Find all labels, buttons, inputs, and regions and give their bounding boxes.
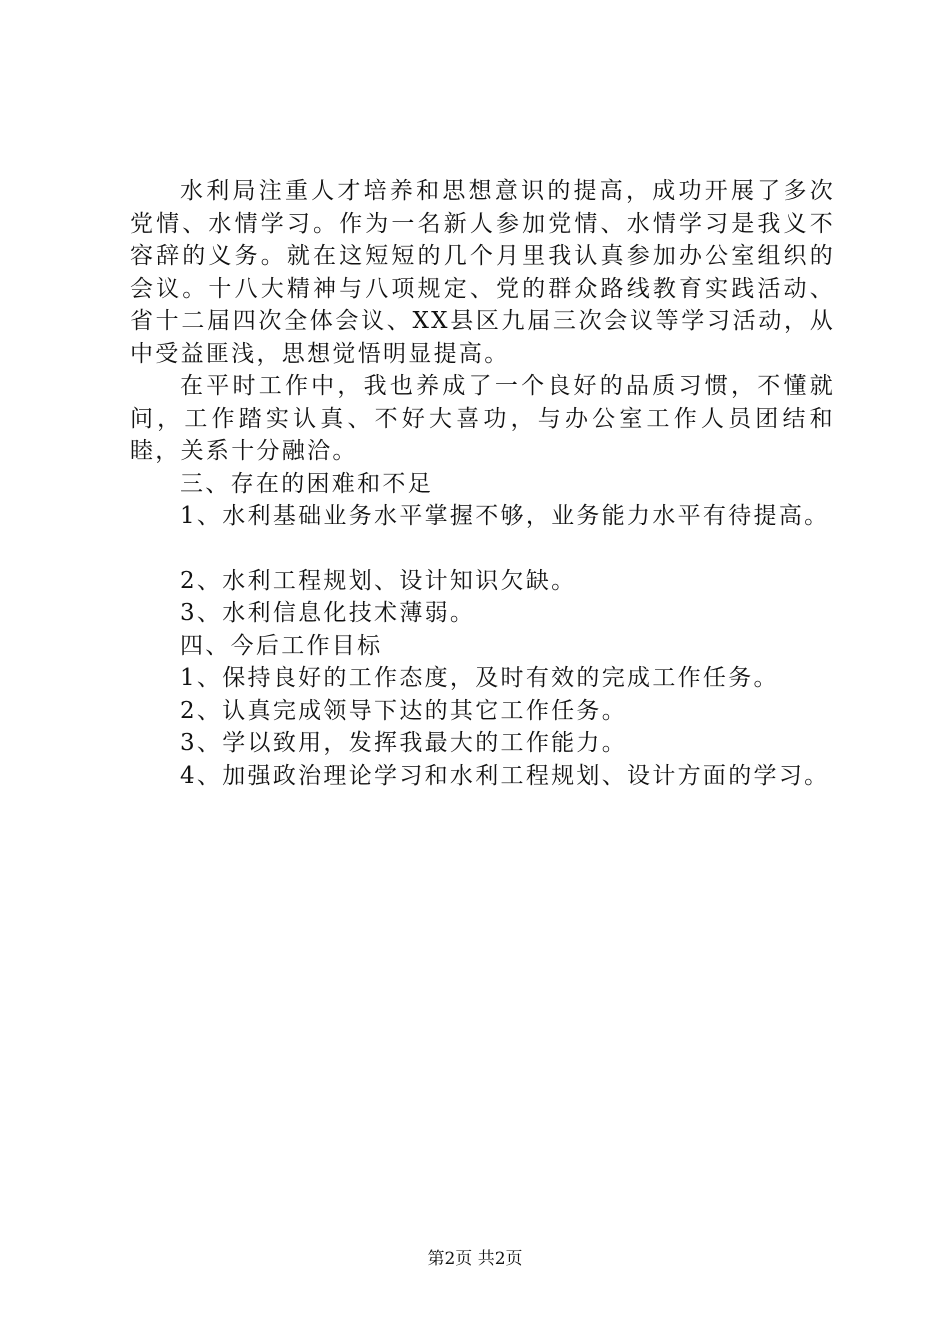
- goal-item: 1、保持良好的工作态度，及时有效的完成工作任务。: [180, 665, 779, 691]
- difficulty-item: 2、水利工程规划、设计知识欠缺。: [180, 567, 577, 594]
- difficulty-item: 3、水利信息化技术薄弱。: [180, 600, 476, 626]
- page-number-footer: 第2页 共2页: [427, 1249, 523, 1269]
- document-body: [130, 175, 835, 792]
- section-heading-difficulties: 三、存在的困难和不足: [180, 470, 433, 497]
- goal-item: 4、加强政治理论学习和水利工程规划、设计方面的学习。: [180, 762, 830, 789]
- goal-item: 3、学以致用，发挥我最大的工作能力。: [180, 730, 628, 756]
- difficulty-item: 1、水利基础业务水平掌握不够，业务能力水平有待提高。: [180, 503, 830, 529]
- paragraph-work-habits: 在平时工作中，我也养成了一个良好的品质习惯，不懂就问，工作踏实认真、不好大喜功，与办公室工作人员团结和睦，关系十分融洽。: [130, 373, 835, 464]
- section-heading-goals: 四、今后工作目标: [180, 632, 383, 659]
- paragraph-study: 水利局注重人才培养和思想意识的提高，成功开展了多次党情、水情学习。作为一名新人参加党情、水情学习是我义不容辞的义务。就在这短短的几个月里我认真参加办公室组织的会议。十八大精神与八项规定、党的群众路线教育实践活动、省十二届四次全体会议、XX县区九届三次会议等学习活动，从中受益匪浅，思想觉悟明显提高。: [130, 178, 835, 367]
- goal-item: 2、认真完成领导下达的其它工作任务。: [180, 697, 628, 724]
